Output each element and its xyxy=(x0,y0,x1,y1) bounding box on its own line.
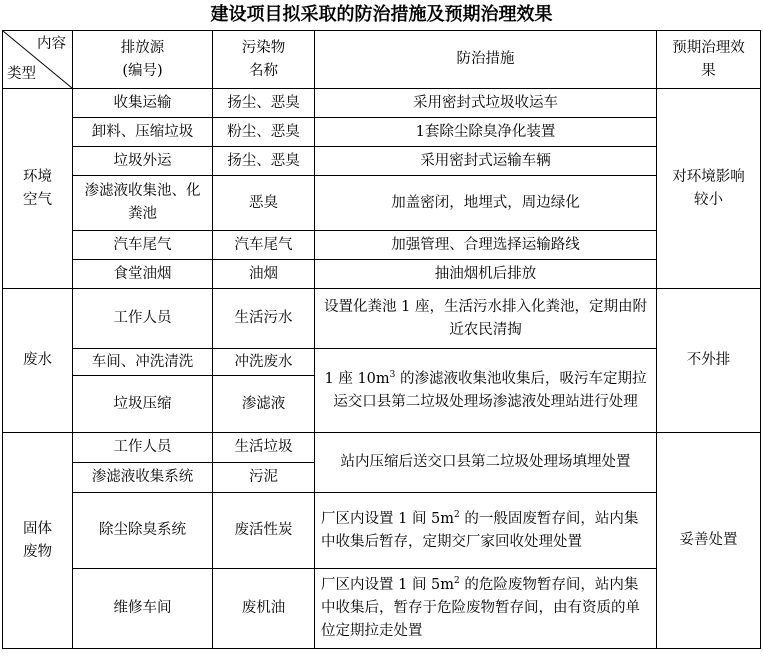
pollutant-cell: 油烟 xyxy=(213,260,315,289)
solid-type-line1: 固体 xyxy=(23,520,52,537)
shared-measure-cell: 站内压缩后送交口县第二垃圾处理场填埋处置 xyxy=(315,433,657,493)
source-cell: 渗滤液收集池、化粪池 xyxy=(73,176,213,231)
header-row xyxy=(3,31,761,89)
table-row xyxy=(3,260,761,289)
table-row xyxy=(3,231,761,260)
source-cell: 工作人员 xyxy=(73,433,213,463)
source-cell: 除尘除臭系统 xyxy=(73,493,213,569)
air-effect-cell xyxy=(657,89,761,289)
carbon-measure-text: 厂区内设置 1 间 5m xyxy=(321,510,455,527)
air-effect-line1: 对环境影响 xyxy=(672,168,745,185)
source-cell: 卸料、压缩垃圾 xyxy=(73,118,213,147)
water-type-cell: 废水 xyxy=(3,289,73,433)
corner-header-cell xyxy=(3,31,73,89)
air-effect-line2: 较小 xyxy=(694,191,723,208)
effect-header-line1: 预期治理效 xyxy=(672,39,745,56)
oil-measure-text-rest: 的危险废物暂存间，站内集中收集后，暂存于危险废物暂存间，由有资质的单位定期拉走处置 xyxy=(321,577,640,639)
pollutant-cell: 废活性炭 xyxy=(213,493,315,569)
source-cell: 汽车尾气 xyxy=(73,231,213,260)
measure-cell xyxy=(315,569,657,649)
shared-measure-text-rest: 的渗滤液收集池收集后，吸污车定期拉运交口县第二垃圾处理场渗滤液处理站进行处理 xyxy=(333,370,647,410)
measure-cell: 采用密封式垃圾收运车 xyxy=(315,89,657,118)
table-row xyxy=(3,89,761,118)
source-cell: 车间、冲洗清洗 xyxy=(73,349,213,376)
table-row xyxy=(3,289,761,349)
table-row xyxy=(3,118,761,147)
air-type-cell xyxy=(3,89,73,289)
measure-cell: 采用密封式运输车辆 xyxy=(315,147,657,176)
pollutant-cell: 污泥 xyxy=(213,463,315,493)
source-header-line2: (编号) xyxy=(122,62,163,79)
water-effect-cell: 不外排 xyxy=(657,289,761,433)
carbon-measure-text-rest: 的一般固废暂存间，站内集中收集后暂存，定期交厂家回收处理处置 xyxy=(321,510,639,550)
source-cell: 维修车间 xyxy=(73,569,213,649)
source-cell: 垃圾外运 xyxy=(73,147,213,176)
corner-bottom-label: 类型 xyxy=(7,66,36,82)
shared-measure-text: 1 座 10m xyxy=(324,370,390,387)
measure-cell xyxy=(315,493,657,569)
corner-top-label: 内容 xyxy=(37,36,66,52)
pollutant-header-line2: 名称 xyxy=(249,62,278,79)
document-title: 建设项目拟采取的防治措施及预期治理效果 xyxy=(210,4,553,25)
source-cell: 渗滤液收集系统 xyxy=(73,463,213,493)
pollutant-cell: 渗滤液 xyxy=(213,376,315,433)
measure-cell: 加强管理、合理选择运输路线 xyxy=(315,231,657,260)
pollutant-cell: 恶臭 xyxy=(213,176,315,231)
pollutant-cell: 生活污水 xyxy=(213,289,315,349)
table-row xyxy=(3,569,761,649)
air-type-line1: 环境 xyxy=(23,168,52,185)
pollutant-cell: 汽车尾气 xyxy=(213,231,315,260)
table-row xyxy=(3,493,761,569)
table-row xyxy=(3,349,761,376)
air-type-line2: 空气 xyxy=(23,191,52,208)
effect-header xyxy=(657,31,761,89)
table-row xyxy=(3,433,761,463)
pollutant-cell: 粉尘、恶臭 xyxy=(213,118,315,147)
source-cell: 工作人员 xyxy=(73,289,213,349)
solid-type-line2: 废物 xyxy=(23,543,52,560)
source-cell: 垃圾压缩 xyxy=(73,376,213,433)
pollutant-cell: 扬尘、恶臭 xyxy=(213,147,315,176)
effect-header-line2: 果 xyxy=(701,62,716,79)
pollutant-cell: 生活垃圾 xyxy=(213,433,315,463)
source-header xyxy=(73,31,213,89)
table-row xyxy=(3,147,761,176)
carbon-measure-sup: 2 xyxy=(454,509,460,520)
solid-effect-cell: 妥善处置 xyxy=(657,433,761,649)
oil-measure-text: 厂区内设置 1 间 5m xyxy=(321,577,455,593)
measure-cell: 抽油烟机后排放 xyxy=(315,260,657,289)
source-header-line1: 排放源 xyxy=(120,39,165,56)
pollutant-cell: 冲洗废水 xyxy=(213,349,315,376)
measure-cell: 1套除尘除臭净化装置 xyxy=(315,118,657,147)
shared-measure-sup: 3 xyxy=(389,369,396,380)
measure-cell: 设置化粪池 1 座，生活污水排入化粪池，定期由附近农民清掏 xyxy=(315,289,657,349)
pollutant-cell: 废机油 xyxy=(213,569,315,649)
measures-header: 防治措施 xyxy=(315,31,657,89)
measure-cell: 加盖密闭，地埋式，周边绿化 xyxy=(315,176,657,231)
oil-measure-sup: 2 xyxy=(454,576,460,587)
source-cell: 食堂油烟 xyxy=(73,260,213,289)
solid-type-cell xyxy=(3,433,73,649)
shared-measure-cell xyxy=(315,349,657,433)
source-cell: 收集运输 xyxy=(73,89,213,118)
pollutant-header xyxy=(213,31,315,89)
pollutant-header-line1: 污染物 xyxy=(241,39,286,56)
table-row xyxy=(3,176,761,231)
measures-table xyxy=(2,30,761,649)
pollutant-cell: 扬尘、恶臭 xyxy=(213,89,315,118)
